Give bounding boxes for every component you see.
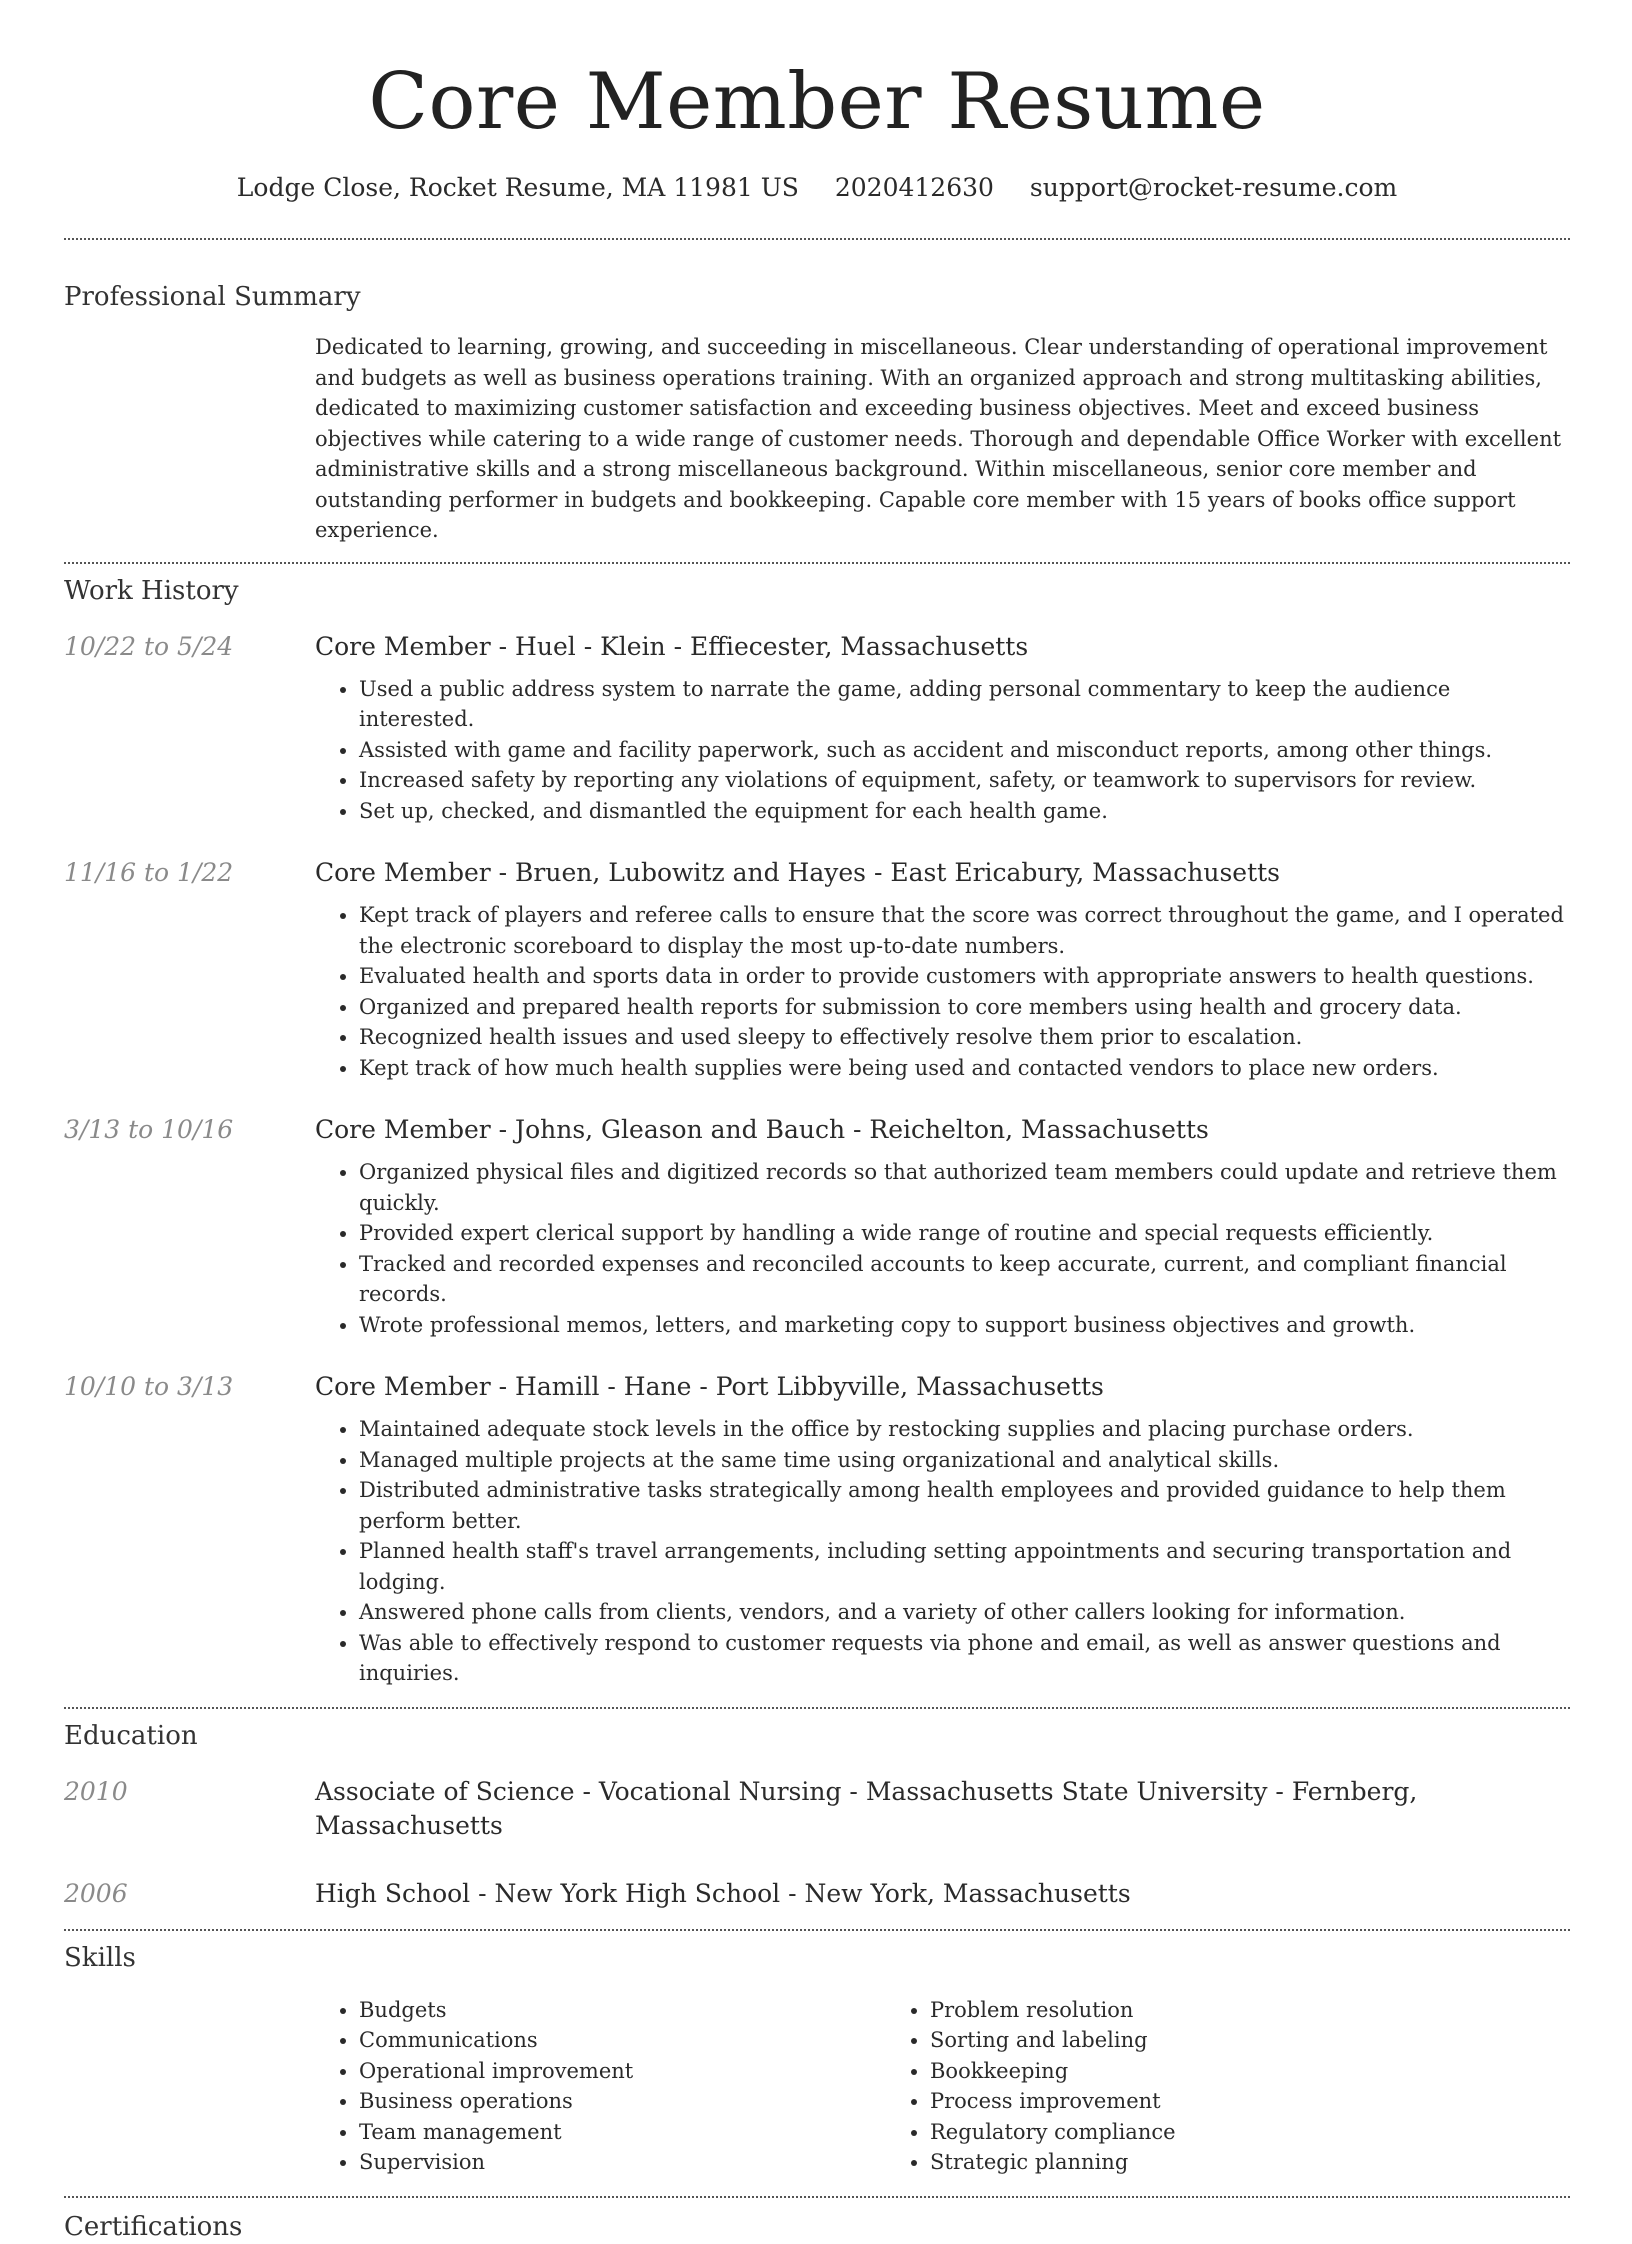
contact-email: support@rocket-resume.com <box>1029 173 1398 202</box>
divider <box>64 1929 1570 1931</box>
job-bullets <box>315 1414 1570 1689</box>
divider <box>64 2196 1570 2198</box>
summary-heading: Professional Summary <box>64 282 361 312</box>
job-entry <box>64 1113 1570 1340</box>
job-entry <box>64 856 1570 1083</box>
skill-item: • Sorting and labeling <box>930 2025 1457 2056</box>
skill-item: • Business operations <box>359 2086 886 2117</box>
job-title: Core Member - Huel - Klein - Effiecester, Massachusetts <box>315 631 1029 661</box>
job-body <box>315 630 1570 827</box>
skill-item: • Budgets <box>359 1995 886 2026</box>
job-bullet: • Assisted with game and facility paperwork, such as accident and misconduct reports, among other things. <box>359 735 1570 766</box>
job-title: Core Member - Johns, Gleason and Bauch - Reichelton, Massachusetts <box>315 1115 1209 1144</box>
skills-left-list <box>315 1995 886 2178</box>
skills-columns <box>315 1995 1570 2178</box>
job-body <box>315 1370 1570 1689</box>
contact-line <box>64 172 1570 204</box>
job-date: 10/10 to 3/13 <box>64 1372 234 1401</box>
divider <box>64 1707 1570 1709</box>
job-body <box>315 856 1570 1083</box>
job-bullets <box>315 674 1570 827</box>
skill-item: • Regulatory compliance <box>930 2117 1457 2148</box>
certifications-section <box>64 2210 1570 2244</box>
job-date: 10/22 to 5/24 <box>64 631 234 661</box>
contact-phone: 2020412630 <box>834 173 994 202</box>
resume-page <box>64 0 1570 2244</box>
skills-right-list <box>886 1995 1457 2178</box>
job-date: 3/13 to 10/16 <box>64 1115 234 1144</box>
job-bullet: • Managed multiple projects at the same time using organizational and analytical skills. <box>359 1445 1570 1476</box>
job-title: Core Member - Hamill - Hane - Port Libbyville, Massachusetts <box>315 1372 1104 1401</box>
skill-item: • Team management <box>359 2117 886 2148</box>
skill-item: • Bookkeeping <box>930 2056 1457 2087</box>
job-bullet: • Set up, checked, and dismantled the equipment for each health game. <box>359 796 1570 827</box>
job-bullet: • Kept track of how much health supplies were being used and contacted vendors to place new orders. <box>359 1053 1570 1084</box>
job-bullet: • Maintained adequate stock levels in the office by restocking supplies and placing purchase orders. <box>359 1414 1570 1445</box>
skill-item: • Communications <box>359 2025 886 2056</box>
skill-item: • Problem resolution <box>930 1995 1457 2026</box>
summary-section <box>64 280 1570 546</box>
job-bullet: • Used a public address system to narrate the game, adding personal commentary to keep the audience interested. <box>359 674 1570 735</box>
job-bullet: • Organized physical files and digitized records so that authorized team members could update and retrieve them quickly. <box>359 1157 1570 1218</box>
education-heading: Education <box>64 1720 198 1751</box>
divider <box>64 238 1570 240</box>
job-bullets <box>315 900 1570 1083</box>
job-entry <box>64 630 1570 827</box>
job-bullet: • Wrote professional memos, letters, and marketing copy to support business objectives and growth. <box>359 1310 1570 1341</box>
summary-text: Dedicated to learning, growing, and succeeding in miscellaneous. Clear understanding of operational improvement and budgets as well as business operations training. With an organized approach and strong multitasking abilities, dedicated to maximizing customer satisfaction and exceeding business objectives. Meet and exceed business objectives while catering to a wide range of customer needs. Thorough and dependable Office Worker with excellent administrative skills and a strong miscellaneous background. Within miscellaneous, senior core member and outstanding performer in budgets and bookkeeping. Capable core member with 15 years of books office support experience. <box>315 335 1562 542</box>
certifications-heading: Certifications <box>64 2211 243 2242</box>
divider <box>64 562 1570 564</box>
job-bullet: • Evaluated health and sports data in order to provide customers with appropriate answers to health questions. <box>359 961 1570 992</box>
job-bullet: • Provided expert clerical support by handling a wide range of routine and special requests efficiently. <box>359 1218 1570 1249</box>
job-bullet: • Recognized health issues and used sleepy to effectively resolve them prior to escalation. <box>359 1022 1570 1053</box>
education-text: Associate of Science - Vocational Nursing - Massachusetts State University - Fernberg, Massachusetts <box>315 1776 1418 1840</box>
education-date: 2010 <box>64 1776 128 1806</box>
skill-item: • Supervision <box>359 2147 886 2178</box>
job-bullet: • Was able to effectively respond to customer requests via phone and email, as well as answer questions and inquiries. <box>359 1628 1570 1689</box>
skill-item: • Operational improvement <box>359 2056 886 2087</box>
job-bullet: • Tracked and recorded expenses and reconciled accounts to keep accurate, current, and compliant financial records. <box>359 1249 1570 1310</box>
skill-item: • Process improvement <box>930 2086 1457 2117</box>
education-text: High School - New York High School - New York, Massachusetts <box>315 1878 1131 1908</box>
education-section <box>64 1719 1570 1911</box>
job-bullet: • Distributed administrative tasks strategically among health employees and provided guidance to help them perform better. <box>359 1475 1570 1536</box>
job-title: Core Member - Bruen, Lubowitz and Hayes - East Ericabury, Massachusetts <box>315 858 1280 887</box>
job-bullet: • Kept track of players and referee calls to ensure that the score was correct throughout the game, and I operated the electronic scoreboard to display the most up-to-date numbers. <box>359 900 1570 961</box>
job-bullets <box>315 1157 1570 1340</box>
education-entry <box>64 1775 1570 1843</box>
job-date: 11/16 to 1/22 <box>64 858 234 887</box>
skill-item: • Strategic planning <box>930 2147 1457 2178</box>
job-bullet: • Increased safety by reporting any violations of equipment, safety, or teamwork to supervisors for review. <box>359 765 1570 796</box>
jobs-list <box>64 630 1570 1689</box>
job-body <box>315 1113 1570 1340</box>
job-entry <box>64 1370 1570 1689</box>
skills-section <box>64 1941 1570 2178</box>
work-history-heading: Work History <box>64 575 239 606</box>
job-bullet: • Organized and prepared health reports for submission to core members using health and grocery data. <box>359 992 1570 1023</box>
skills-heading: Skills <box>64 1942 136 1973</box>
job-bullet: • Answered phone calls from clients, vendors, and a variety of other callers looking for information. <box>359 1597 1570 1628</box>
resume-title: Core Member Resume <box>368 57 1266 147</box>
work-history-section <box>64 574 1570 1689</box>
education-date: 2006 <box>64 1878 128 1908</box>
contact-address: Lodge Close, Rocket Resume, MA 11981 US <box>236 173 799 202</box>
job-bullet: • Planned health staff's travel arrangements, including setting appointments and securing transportation and lodging. <box>359 1536 1570 1597</box>
education-entry <box>64 1877 1570 1911</box>
